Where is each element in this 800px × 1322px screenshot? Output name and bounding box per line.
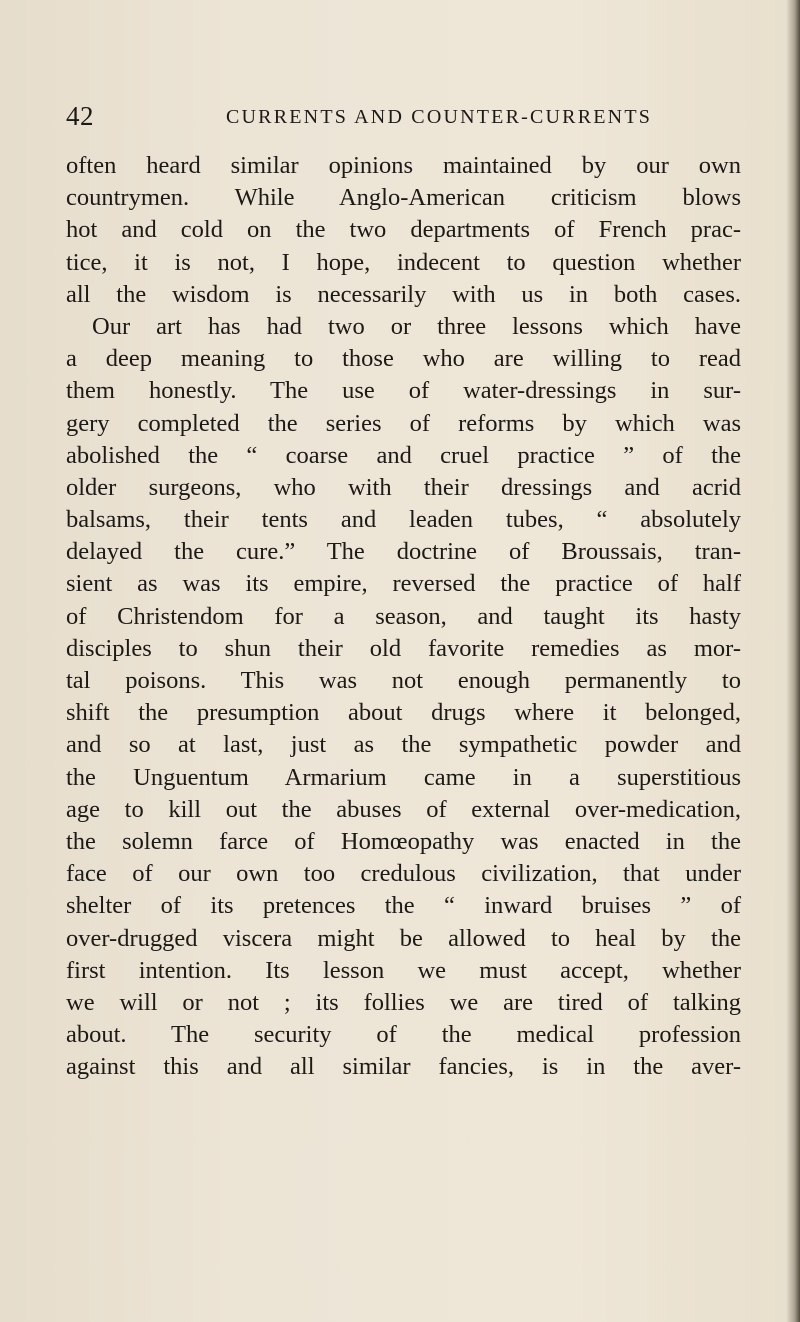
text-line: face of our own too credulous civilization, that under (66, 860, 741, 888)
text-line: shelter of its pretences the “ inward bruises ” of (66, 892, 741, 920)
text-line: older surgeons, who with their dressings and acrid (66, 473, 741, 501)
text-line: delayed the cure.” The doctrine of Broussais, tran- (66, 538, 741, 566)
text-line: them honestly. The use of water-dressings in sur- (66, 377, 741, 405)
text-line: of Christendom for a season, and taught its hasty (66, 602, 741, 630)
page-number: 42 (66, 101, 94, 131)
text-line: abolished the “ coarse and cruel practice ” of the (66, 441, 741, 469)
text-line: the Unguentum Armarium came in a superstitious (66, 763, 741, 791)
text-line: tal poisons. This was not enough permanently to (66, 667, 741, 694)
text-line: against this and all similar fancies, is in the aver- (66, 1053, 741, 1081)
text-line: about. The security of the medical profession (66, 1021, 741, 1049)
body-text (66, 150, 741, 1083)
text-line: age to kill out the abuses of external over-medication, (66, 795, 741, 823)
text-line: balsams, their tents and leaden tubes, “ absolutely (66, 506, 741, 534)
text-line: we will or not ; its follies we are tired of talking (66, 988, 741, 1016)
page-edge-shadow (786, 0, 800, 1322)
text-line: often heard similar opinions maintained by our own (66, 152, 741, 179)
text-line: over-drugged viscera might be allowed to heal by the (66, 924, 741, 952)
text-line: hot and cold on the two departments of French prac- (66, 216, 741, 244)
text-line: gery completed the series of reforms by which was (66, 409, 741, 437)
running-head: CURRENTS AND COUNTER-CURRENTS (226, 106, 653, 128)
text-line: shift the presumption about drugs where it belonged, (66, 699, 741, 727)
text-line: and so at last, just as the sympathetic powder and (66, 731, 741, 759)
text-line: Our art has had two or three lessons which have (92, 312, 741, 340)
text-line: tice, it is not, I hope, indecent to question whether (66, 248, 741, 276)
page-header (66, 99, 746, 133)
text-line: sient as was its empire, reversed the practice of half (66, 570, 741, 598)
text-line: a deep meaning to those who are willing to read (66, 345, 741, 373)
text-line: all the wisdom is necessarily with us in both cases. (66, 280, 741, 308)
text-line: disciples to shun their old favorite remedies as mor- (66, 634, 741, 662)
text-line: first intention. Its lesson we must accept, whether (66, 956, 741, 984)
text-line: countrymen. While Anglo-American criticism blows (66, 184, 741, 212)
text-line: the solemn farce of Homœopathy was enacted in the (66, 827, 741, 855)
